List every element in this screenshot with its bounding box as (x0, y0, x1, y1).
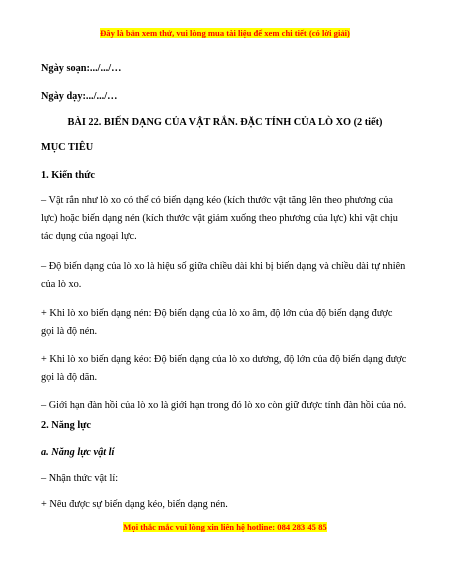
lesson-title: BÀI 22. BIẾN DẠNG CỦA VẬT RẮN. ĐẶC TÍNH CỦA LÒ XO (2 tiết) (67, 117, 383, 128)
section2-subheading: a. Năng lực vật lí (41, 447, 115, 458)
footer-notice-text: Mọi thắc mắc vui lòng xin liên hệ hotline: 084 283 45 85 (123, 522, 327, 532)
paragraph-line: – Giới hạn đàn hồi của lò xo là giới hạn trong đó lò xo còn giữ được tính đàn hồi của nó. (41, 400, 407, 411)
paragraph-line: tác dụng của ngoại lực. (41, 231, 137, 242)
muc-tieu-heading: MỤC TIÊU (41, 142, 94, 153)
paragraph-line: – Độ biến dạng của lò xo là hiệu số giữa chiều dài khi bị biến dạng và chiều dài tự nhiên (41, 261, 406, 272)
paragraph-line: lực) hoặc biến dạng nén (kích thước vật giảm xuống theo phương của lực) khi vật chịu (41, 213, 398, 224)
paragraph-line: của lò xo. (41, 279, 82, 290)
paragraph-line: gọi là độ nén. (41, 326, 98, 337)
paragraph-line: – Vật rắn như lò xo có thể có biến dạng kéo (kích thước vật tăng lên theo phương của (41, 195, 393, 206)
header-notice-text: Đây là bản xem thử, vui lòng mua tài liệu để xem chi tiết (có lời giải) (100, 28, 350, 38)
paragraph-line: + Khi lò xo biến dạng kéo: Độ biến dạng của lò xo dương, độ lớn của độ biến dạng được (41, 354, 407, 365)
footer-notice (0, 520, 450, 533)
paragraph-line: – Nhận thức vật lí: (41, 473, 119, 484)
ngay-soan: Ngày soạn:.../.../… (41, 63, 122, 74)
paragraph-line: + Khi lò xo biến dạng nén: Độ biến dạng của lò xo âm, độ lớn của độ biến dạng được (41, 308, 393, 319)
paragraph-line: gọi là độ dãn. (41, 372, 98, 383)
header-notice (0, 26, 450, 39)
ngay-day: Ngày dạy:.../.../… (41, 91, 118, 102)
section1-heading: 1. Kiến thức (41, 170, 95, 181)
paragraph-line: + Nêu được sự biến dạng kéo, biến dạng nén. (41, 499, 228, 510)
section2-heading: 2. Năng lực (41, 420, 91, 431)
